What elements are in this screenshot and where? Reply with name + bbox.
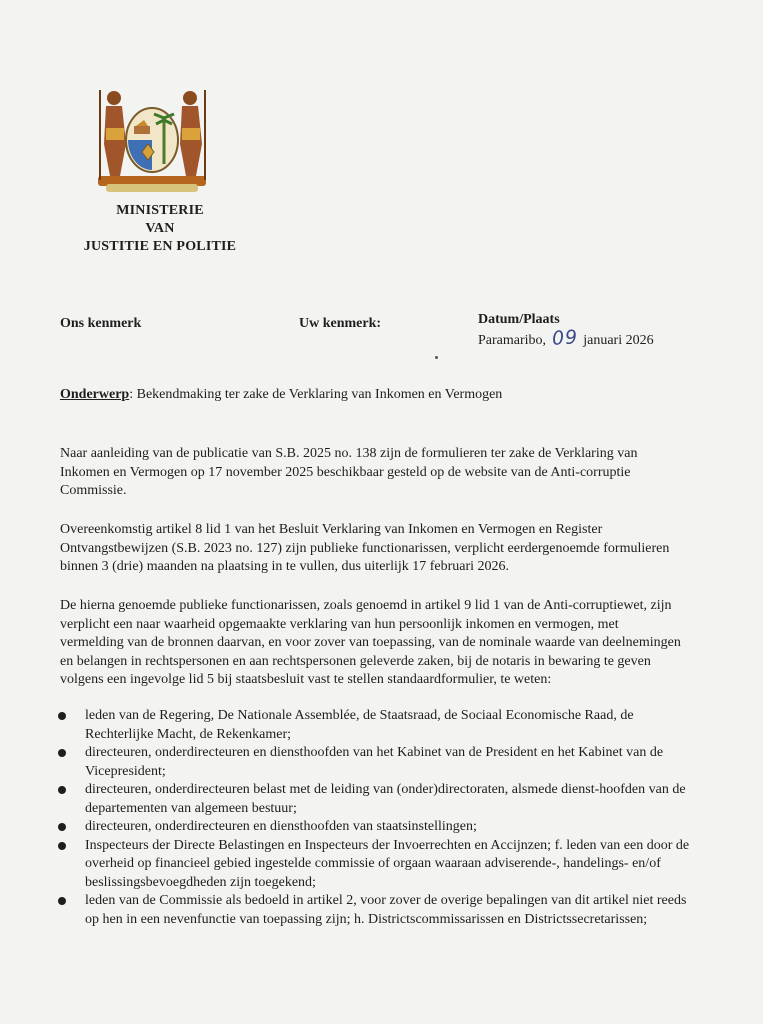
subject-line [60,387,502,403]
coat-of-arms-seal [92,84,212,196]
list-item [56,744,696,781]
date-place-block [478,311,654,350]
list-item [56,892,696,929]
month-year: januari 2026 [583,333,654,348]
subject-label: Onderwerp [60,387,130,402]
list-item-text: directeuren, onderdirecteuren belast met de leiding van (onder)directoraten, alsmede dienst-hoofden van de departementen van algemeen bestuur; [85,782,686,816]
uw-kenmerk-label: Uw kenmerk: [299,316,382,331]
list-item-text: leden van de Commissie als bedoeld in artikel 2, voor zover de overige bepalingen van dit artikel niet reeds op hen in een nevenfunctie van toepassing zijn; h. Districtscommissarissen en Districtssecretarissen; [85,893,687,927]
bullet-icon [58,823,66,831]
paragraph-2: Overeenkomstig artikel 8 lid 1 van het Besluit Verklaring van Inkomen en Vermogen en Register Ontvangstbewijzen (S.B. 2023 no. 127) zijn publieke functionarissen, verplicht eerdergenoemde formulieren binnen 3 (drie) maanden na plaatsing in te vullen, dus uiterlijk 17 februari 2026. [60,522,670,574]
ministry-name [70,202,250,256]
bullet-icon [58,897,66,905]
list-item-text: directeuren, onderdirecteuren en diensthoofden van staatsinstellingen; [85,819,477,834]
list-item [56,707,696,744]
ministry-line: MINISTERIE [116,203,204,218]
ministry-line: JUSTITIE EN POLITIE [83,239,237,254]
functionaries-list [56,707,696,929]
subject-text: : Bekendmaking ter zake de Verklaring van Inkomen en Vermogen [129,387,503,402]
ministry-line: VAN [145,221,175,236]
list-item-text: leden van de Regering, De Nationale Assemblée, de Staatsraad, de Sociaal Economische Raad, de Rechterlijke Macht, de Rekenkamer; [85,708,634,742]
list-item [56,818,696,837]
bullet-icon [58,712,66,720]
datum-label: Datum/Plaats [478,312,560,327]
handwritten-day: 09 [550,326,579,350]
paragraph-3: De hierna genoemde publieke functionarissen, zoals genoemd in artikel 9 lid 1 van de Anti-corruptiewet, zijn verplicht een naar waarheid opgemaakte verklaring van hun persoonlijk inkomen en vermogen, met vermelding van de bronnen daarvan, en voor zover van toepassing, van de nominale waarde van deelnemingen en belangen in rechtspersonen en aan rechtspersonen geleverde zaken, bij de notaris in bewaring te geven volgens een ingevolge lid 5 bij staatsbesluit vast te stellen standaardformulier, te weten: [60,598,681,687]
list-item-text: directeuren, onderdirecteuren en diensthoofden van het Kabinet van de President en het Kabinet van de Vicepresident; [85,745,664,779]
paragraph-1: Naar aanleiding van de publicatie van S.B. 2025 no. 138 zijn de formulieren ter zake de Verklaring van Inkomen en Vermogen op 17 november 2025 beschikbaar gesteld op de website van de Anti-corruptie Commissie. [60,446,638,498]
list-item [56,837,696,893]
ons-kenmerk-label: Ons kenmerk [60,316,142,331]
bullet-icon [58,786,66,794]
list-item [56,781,696,818]
list-item-text: Inspecteurs der Directe Belastingen en Inspecteurs der Invoerrechten en Accijnzen; f. leden van een door de overheid op financieel gebied ingestelde commissie of orgaan waaraan adviserende-, handelings- en/of beslissingsbevoegdheden zijn toegekend; [85,837,690,890]
place: Paramaribo, [478,333,547,348]
date-line [478,326,654,350]
bullet-icon [58,842,66,850]
bullet-icon [58,749,66,757]
ink-dot [435,356,438,359]
